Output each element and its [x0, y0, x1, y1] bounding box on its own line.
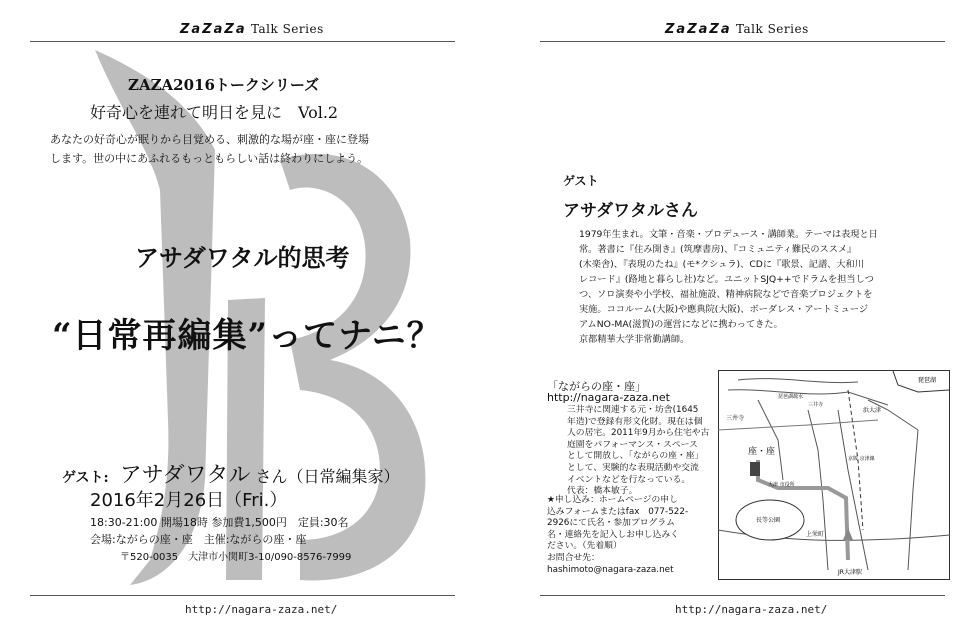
map-label-hamaotsu: 浜大津	[863, 407, 882, 414]
venue-description	[567, 405, 709, 498]
header-rule	[30, 41, 455, 42]
guest-name-large: アサダワタルさん	[563, 201, 698, 221]
bio-line: (木楽舎)、『表現のたね』(モ*クシュラ)、CDに『歌景、記譜、大和川	[579, 259, 864, 270]
application-info	[547, 495, 688, 576]
brand-logo: ZaZaZa	[180, 22, 247, 37]
map-label-zaza: 座・座	[748, 447, 776, 457]
theme-title: アサダワタル的思考	[135, 243, 350, 272]
footer-rule	[30, 595, 455, 596]
header-rule	[540, 41, 945, 42]
access-map	[718, 370, 950, 580]
bio-line: 1979年生まれ。文筆・音楽・プロデュース・講師業。テーマは表現と日	[579, 229, 878, 240]
venue-marker	[750, 462, 760, 476]
guest-line	[62, 458, 400, 489]
apply-line: 2926にて氏名・参加プログラム	[547, 518, 675, 529]
map-label-nagara-park: 長等公園	[756, 517, 781, 524]
apply-line: 名・連絡先を記入しお申し込みく	[547, 529, 679, 540]
subtitle: 好奇心を連れて明日を見に Vol.2	[90, 103, 339, 122]
intro-line-1: あなたの好奇心が眠りから目覚める、刺激的な場が座・座に登場	[50, 133, 369, 146]
bio-line: 実施。ココルーム(大阪)や應典院(大阪)、ボーダレス・アートミュージ	[579, 304, 869, 315]
map-label-jr-otsu: JR大津駅	[838, 569, 862, 576]
apply-line: 込みフォームまたはfax 077-522-	[547, 506, 689, 517]
header-series: Talk Series	[250, 22, 324, 36]
apply-line: お問合せ先：	[547, 552, 600, 563]
venue-desc-line: として、実験的な表現活動や交流	[567, 462, 699, 473]
brand-logo: ZaZaZa	[665, 22, 732, 37]
map-label-city-hall: 大津 市役所	[768, 482, 795, 488]
footer-url[interactable]: http://nagara-zaza.net/	[675, 603, 828, 616]
main-title: “日常再編集”ってナニ？	[52, 316, 442, 356]
series-title: ZAZA2016トークシリーズ	[128, 76, 320, 94]
bio-line: つ、ソロ演奏や小学校、福祉施設、精神病院などで音楽プロジェクトを	[579, 289, 873, 300]
guest-label: ゲスト:	[62, 470, 109, 486]
venue-desc-line: イベントなどを行なっている。	[567, 474, 691, 485]
bio-line: レコード』(路地と暮らし社)など。ユニットSJQ++でドラムを担当しつ	[579, 274, 874, 285]
apply-line: ださい。（先着順）	[547, 541, 622, 552]
bio-line: アムNO-MA(滋賀)の運営になどに携わってきた。	[579, 319, 783, 330]
map-label-miidera: 三井寺	[726, 415, 745, 422]
bio-line: 京都精華大学非常勤講師。	[579, 334, 690, 345]
venue-title: 「ながらの座・座」	[547, 380, 646, 393]
venue-desc-line: 年造)で登録有形文化財。現在は個	[567, 416, 703, 427]
map-label-keihan: 京阪 京津線	[848, 456, 875, 462]
left-header	[180, 22, 324, 37]
guest-name: アサダワタル	[119, 463, 251, 488]
venue-desc-line: 代表：橋本敏子。	[567, 486, 638, 497]
bio-line: 常。著書に『住み開き』(筑摩書房)、『コミュニティ難民のススメ』	[579, 244, 857, 255]
venue-info: 会場:ながらの座・座 主催:ながらの座・座	[90, 533, 307, 546]
contact-email[interactable]: hashimoto@nagara-zaza.net	[547, 564, 674, 575]
address-info: 〒520-0035 大津市小関町3-10/090-8576-7999	[120, 552, 352, 563]
right-header	[665, 22, 809, 37]
venue-desc-line: 庭園をパフォーマンス・スペース	[567, 439, 698, 450]
footer-rule	[540, 595, 945, 596]
map-label-kameicho: 上栄町	[806, 531, 825, 538]
right-page	[485, 0, 970, 640]
guest-title: さん（日常編集家）	[255, 467, 400, 486]
guest-bio	[579, 227, 878, 347]
header-series: Talk Series	[735, 22, 809, 36]
venue-desc-line: として開放し、「ながらの座・座」	[567, 451, 704, 462]
guest-heading: ゲスト	[563, 174, 599, 188]
footer-url[interactable]: http://nagara-zaza.net/	[185, 603, 338, 616]
intro-line-2: します。世の中にあふれるもっともらしい話は終わりにしよう。	[50, 152, 369, 165]
venue-desc-line: 人の居宅。2011年9月から住宅や古	[567, 428, 710, 439]
event-date: 2016年2月26日（Fri.）	[90, 490, 288, 511]
apply-line: ★申し込み：ホームページの申し	[547, 495, 678, 505]
venue-desc-line: 三井寺に関連する元・坊舎(1645	[567, 405, 699, 415]
venue-url[interactable]: http://nagara-zaza.net	[547, 391, 670, 404]
map-label-canal: 琵琶湖疏水	[778, 394, 804, 400]
map-label-biwako: 琵琶湖	[918, 377, 937, 384]
time-info: 18:30-21:00 開場18時 参加費1,500円 定員:30名	[90, 516, 349, 529]
map-label-miidera-station: 三井寺	[808, 402, 824, 408]
